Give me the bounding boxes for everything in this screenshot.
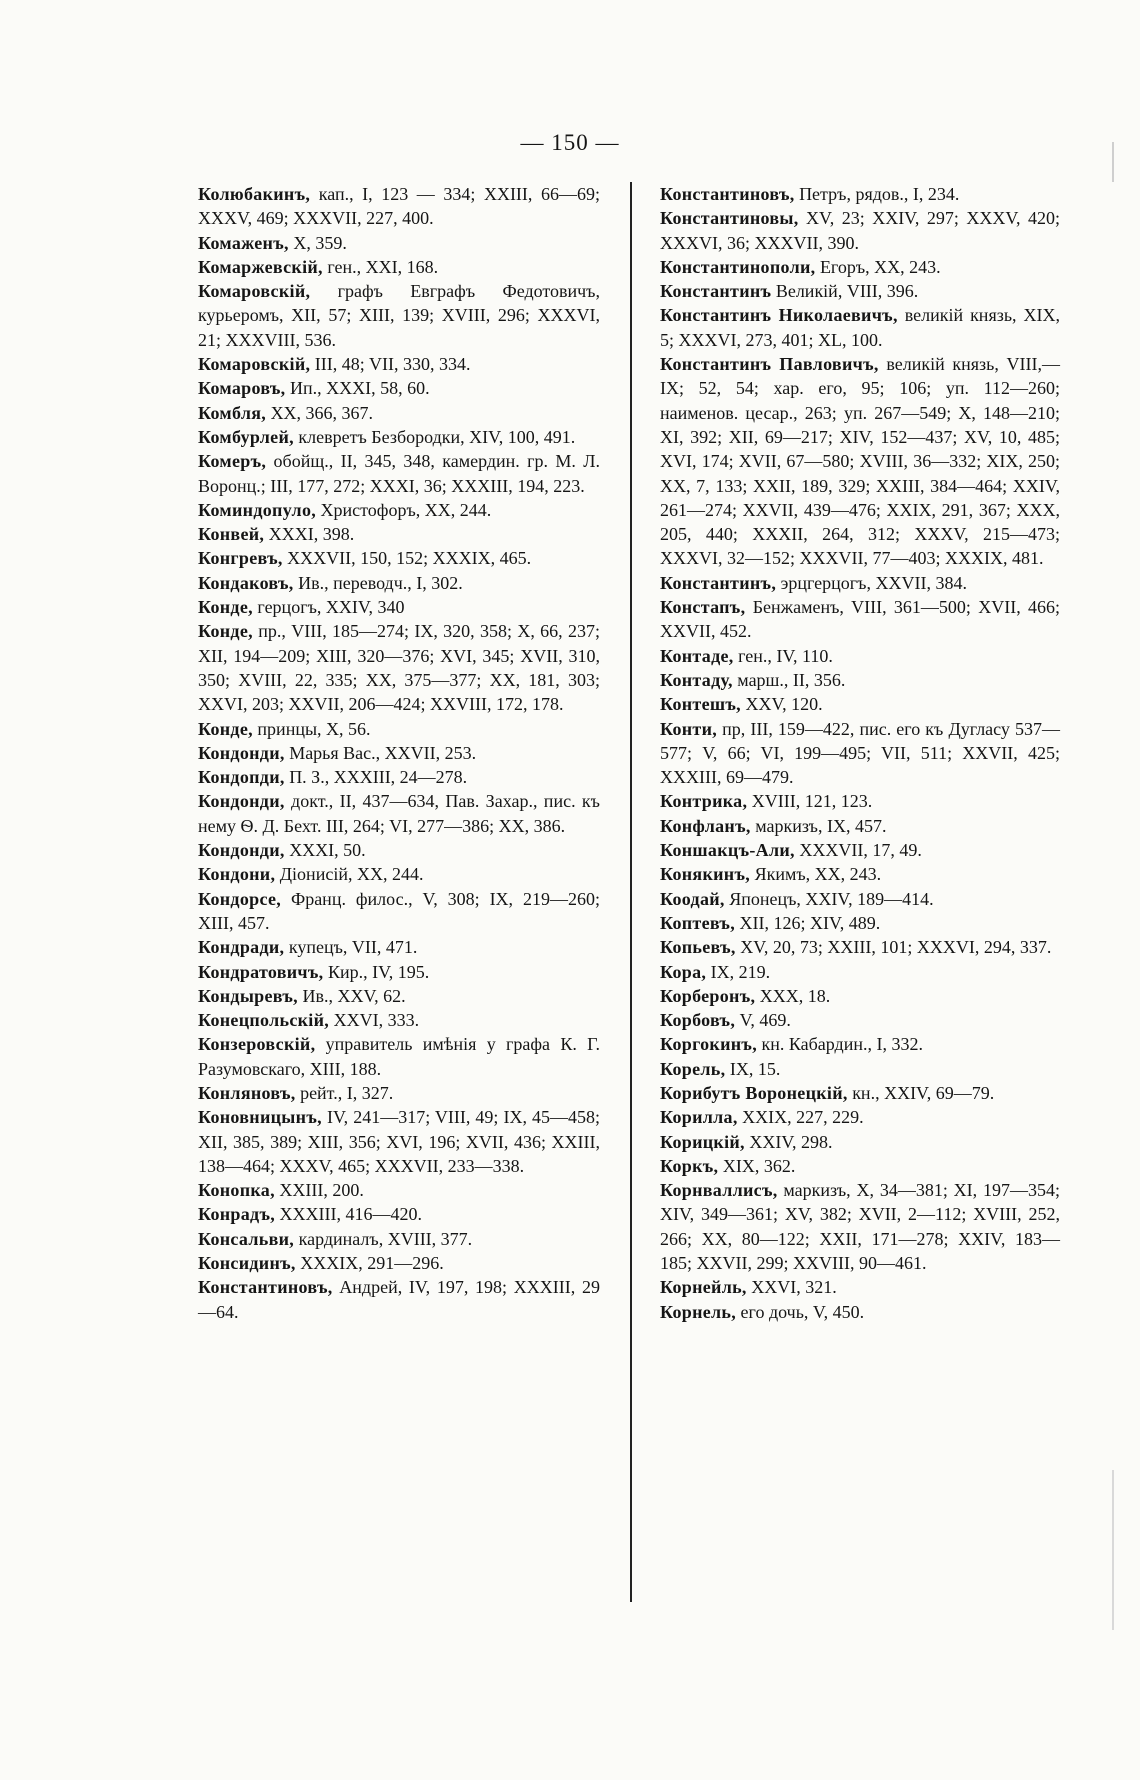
entry-headword: Константиновы, <box>660 208 799 229</box>
entry-references: пр, III, 159—422, пис. его къ Дугласу 537—577; V, 66; VI, 199—495; VII, 511; XXVII, 425; XXXIII, 69—479. <box>660 718 1060 788</box>
index-entry <box>660 862 1060 886</box>
index-entry <box>198 741 600 765</box>
entry-references: великій князь, XIX, 5; XXXVI, 273, 401; XL, 100. <box>660 305 1060 350</box>
entry-references: Великій, VIII, 396. <box>771 281 919 302</box>
entry-references: Ив., переводч., I, 302. <box>293 572 463 593</box>
index-entry <box>660 595 1060 644</box>
entry-headword: Кондратовичъ, <box>198 961 324 982</box>
entry-references: IV, 241—317; VIII, 49; IX, 45—458; XII, 385, 389; XIII, 356; XVI, 196; XVII, 436; XXIII, 138—464; XXXV, 465; XXXVII, 233—338. <box>198 1107 600 1176</box>
index-entry <box>660 1008 1060 1032</box>
index-entry <box>660 935 1060 959</box>
entry-references: XXXIX, 291—296. <box>295 1253 444 1274</box>
entry-headword: Конде, <box>198 718 253 739</box>
entry-headword: Корилла, <box>660 1107 738 1128</box>
entry-references: Андрей, IV, 197, 198; XXXIII, 29—64. <box>198 1277 600 1322</box>
entry-headword: Коодай, <box>660 888 725 909</box>
entry-references: III, 48; VII, 330, 334. <box>310 354 471 375</box>
entry-headword: Конде, <box>198 597 253 618</box>
entry-references: XXX, 18. <box>755 985 831 1006</box>
index-entry <box>660 887 1060 911</box>
entry-references: ген., XXI, 168. <box>322 256 439 277</box>
entry-headword: Конфланъ, <box>660 815 751 836</box>
entry-headword: Конзеровскій, <box>198 1034 316 1055</box>
index-entry <box>660 668 1060 692</box>
index-entry <box>660 279 1060 303</box>
entry-references: XII, 126; XIV, 489. <box>735 912 881 933</box>
index-entry <box>660 692 1060 716</box>
index-entry <box>660 911 1060 935</box>
entry-references: клевретъ Безбородки, XIV, 100, 491. <box>293 426 576 447</box>
entry-headword: Контаде, <box>660 645 734 666</box>
index-entry <box>660 717 1060 790</box>
entry-references: V, 469. <box>735 1010 791 1031</box>
entry-headword: Комаровскій, <box>198 354 311 375</box>
entry-references: Якимъ, XX, 243. <box>750 864 882 885</box>
entry-headword: Комаровскій, <box>198 281 311 302</box>
entry-references: Японецъ, XXIV, 189—414. <box>724 888 934 909</box>
index-entry <box>660 1178 1060 1275</box>
entry-references: XXXI, 398. <box>264 524 355 545</box>
entry-headword: Корнейль, <box>660 1277 747 1298</box>
entry-references: принцы, X, 56. <box>252 718 371 739</box>
entry-headword: Кондради, <box>198 937 285 958</box>
entry-headword: Контрика, <box>660 791 748 812</box>
entry-headword: Конопка, <box>198 1180 275 1201</box>
index-entry <box>198 595 600 619</box>
index-entry <box>198 401 600 425</box>
entry-references: X, 359. <box>288 232 347 253</box>
entry-references: XXV, 120. <box>740 694 823 715</box>
index-entry <box>198 1008 600 1032</box>
entry-headword: Комаровъ, <box>198 378 286 399</box>
index-entry <box>198 1251 600 1275</box>
entry-headword: Кондаковъ, <box>198 572 294 593</box>
entry-references: маркизъ, X, 34—381; XI, 197—354; XIV, 349—361; XV, 382; XVII, 2—112; XVIII, 252, 266; XX, 80—122; XXII, 171—278; XXIV, 183—185; XXVII, 299; XXVIII, 90—461. <box>660 1180 1060 1274</box>
entry-references: купецъ, VII, 471. <box>284 937 418 958</box>
page-number: — 150 — <box>520 130 620 155</box>
entry-references: пр., VIII, 185—274; IX, 320, 358; X, 66, 237; XII, 194—209; XIII, 320—376; XVI, 345; XVII, 310, 350; XVIII, 22, 335; XX, 375—377; XX, 181, 303; XXVI, 203; XXVII, 206—424; XXVIII, 172, 178. <box>198 621 600 715</box>
index-entry <box>660 1154 1060 1178</box>
entry-headword: Конрадъ, <box>198 1204 276 1225</box>
entry-references: XV, 20, 73; XXIII, 101; XXXVI, 294, 337. <box>735 937 1052 958</box>
index-entry <box>660 303 1060 352</box>
entry-headword: Константиновъ, <box>198 1277 333 1298</box>
entry-headword: Коптевъ, <box>660 912 736 933</box>
entry-headword: Корель, <box>660 1058 726 1079</box>
index-column-right <box>660 182 1060 1324</box>
entry-headword: Кора, <box>660 961 707 982</box>
entry-references: эрцгерцогъ, XXVII, 384. <box>776 572 967 593</box>
index-entry <box>660 1275 1060 1299</box>
index-entry <box>660 1057 1060 1081</box>
entry-references: XIX, 362. <box>718 1155 796 1176</box>
entry-headword: Константинъ <box>660 281 772 302</box>
index-entry <box>198 935 600 959</box>
index-entry <box>198 231 600 255</box>
entry-headword: Корбовъ, <box>660 1010 736 1031</box>
entry-headword: Корибутъ Воронецкій, <box>660 1082 848 1103</box>
entry-references: рейт., I, 327. <box>295 1082 394 1103</box>
index-entry <box>660 1105 1060 1129</box>
index-entry <box>198 255 600 279</box>
entry-headword: Консидинъ, <box>198 1253 296 1274</box>
entry-references: XXIX, 227, 229. <box>737 1107 864 1128</box>
entry-headword: Константинъ Николаевичъ, <box>660 305 898 326</box>
entry-headword: Конти, <box>660 718 718 739</box>
entry-references: Ип., XXXI, 58, 60. <box>285 378 430 399</box>
index-entry <box>198 1227 600 1251</box>
entry-references: XVIII, 121, 123. <box>747 791 873 812</box>
entry-references: Діонисій, XX, 244. <box>275 864 424 885</box>
index-entry <box>198 619 600 716</box>
entry-headword: Корнель, <box>660 1301 737 1322</box>
entry-references: XXVI, 333. <box>329 1010 420 1031</box>
index-entry <box>198 1275 600 1324</box>
entry-headword: Комбурлей, <box>198 426 294 447</box>
entry-references: маркизъ, IX, 457. <box>750 815 887 836</box>
entry-headword: Константинъ, <box>660 572 777 593</box>
entry-references: XXXI, 50. <box>284 840 366 861</box>
entry-references: XXVI, 321. <box>746 1277 837 1298</box>
entry-headword: Константинъ Павловичъ, <box>660 354 879 375</box>
column-divider <box>630 182 632 1602</box>
entry-references: герцогъ, XXIV, 340 <box>252 597 405 618</box>
entry-headword: Коновницынъ, <box>198 1107 322 1128</box>
index-entry <box>198 279 600 352</box>
entry-references: Петръ, рядов., I, 234. <box>794 184 960 204</box>
index-entry <box>660 206 1060 255</box>
index-entry <box>198 765 600 789</box>
index-entry <box>198 887 600 936</box>
index-entry <box>198 984 600 1008</box>
entry-headword: Кондыревъ, <box>198 985 298 1006</box>
index-entry <box>198 546 600 570</box>
index-entry <box>660 984 1060 1008</box>
entry-references: Егоръ, XX, 243. <box>815 256 941 277</box>
index-entry <box>660 1300 1060 1324</box>
entry-references: Кир., IV, 195. <box>323 961 430 982</box>
entry-references: П. З., XXXIII, 24—278. <box>284 767 468 788</box>
entry-headword: Контешъ, <box>660 694 741 715</box>
entry-headword: Корицкій, <box>660 1131 745 1152</box>
entry-references: XV, 23; XXIV, 297; XXXV, 420; XXXVI, 36; XXXVII, 390. <box>660 208 1060 253</box>
index-entry <box>198 182 600 231</box>
index-entry <box>198 862 600 886</box>
entry-headword: Констапъ, <box>660 597 746 618</box>
entry-headword: Кондопди, <box>198 767 285 788</box>
entry-headword: Конде, <box>198 621 253 642</box>
entry-headword: Кондонди, <box>198 791 285 812</box>
entry-references: XX, 366, 367. <box>266 402 374 423</box>
index-entry <box>660 571 1060 595</box>
entry-references: докт., II, 437—634, Пав. Захар., пис. къ нему Ѳ. Д. Бехт. III, 264; VI, 277—386; XX, 386. <box>198 791 600 836</box>
index-entry <box>660 1081 1060 1105</box>
entry-headword: Конвей, <box>198 524 265 545</box>
index-entry <box>198 717 600 741</box>
entry-references: ген., IV, 110. <box>733 645 833 666</box>
index-entry <box>660 352 1060 571</box>
index-entry <box>198 838 600 862</box>
entry-references: кардиналъ, XVIII, 377. <box>294 1228 473 1249</box>
entry-headword: Кондорсе, <box>198 888 282 909</box>
entry-headword: Контаду, <box>660 669 733 690</box>
index-entry <box>198 1105 600 1178</box>
entry-references: IX, 15. <box>725 1058 781 1079</box>
entry-references: XXIII, 200. <box>274 1180 364 1201</box>
index-entry <box>660 814 1060 838</box>
entry-headword: Комаженъ, <box>198 232 289 253</box>
entry-references: XXIV, 298. <box>744 1131 833 1152</box>
entry-headword: Конякинъ, <box>660 864 751 885</box>
entry-references: марш., II, 356. <box>732 669 846 690</box>
entry-headword: Константиновъ, <box>660 184 795 204</box>
entry-headword: Консальви, <box>198 1228 295 1249</box>
entry-headword: Колюбакинъ, <box>198 184 311 204</box>
entry-headword: Корнваллисъ, <box>660 1180 778 1201</box>
entry-references: великій князь, VIII,—IX; 52, 54; хар. его, 95; 106; уп. 112—260; наименов. цесар., 263; уп. 267—549; X, 148—210; XI, 392; XII, 69—217; XIV, 152—437; XV, 10, 485; XVI, 174; XVII, 67—580; XVIII, 36—332; XIX, 250; XX, 7, 133; XXII, 189, 329; XXIII, 384—464; XXIV, 261—274; XXVII, 439—476; XXIX, 291, 367; XXX, 205, 440; XXXII, 264, 312; XXXV, 215—473; XXXVI, 32—152; XXXVII, 77—403; XXXIX, 481. <box>660 354 1060 569</box>
index-column-left <box>198 182 600 1324</box>
entry-references: обойщ., II, 345, 348, камердин. гр. М. Л. Воронц.; III, 177, 272; XXXI, 36; XXXIII, 194, 223. <box>198 451 600 496</box>
scan-margin-mark <box>1112 1470 1114 1630</box>
entry-references: XXXIII, 416—420. <box>275 1204 423 1225</box>
entry-references: IX, 219. <box>706 961 771 982</box>
entry-references: XXXVII, 17, 49. <box>794 840 922 861</box>
index-entry <box>660 960 1060 984</box>
entry-references: графъ Евграфъ Федотовичъ, курьеромъ, XII, 57; XIII, 139; XVIII, 296; XXXVI, 21; XXXVIII, 536. <box>198 281 600 350</box>
index-entry <box>660 644 1060 668</box>
entry-references: кн., XXIV, 69—79. <box>847 1082 995 1103</box>
index-entry <box>198 1032 600 1081</box>
entry-headword: Комбля, <box>198 402 267 423</box>
entry-headword: Кондони, <box>198 864 276 885</box>
entry-headword: Комеръ, <box>198 451 267 472</box>
entry-headword: Копьевъ, <box>660 937 736 958</box>
index-entry <box>198 789 600 838</box>
index-entry <box>660 182 1060 206</box>
entry-references: кн. Кабардин., I, 332. <box>757 1034 923 1055</box>
entry-headword: Коргокинъ, <box>660 1034 757 1055</box>
index-entry <box>198 1202 600 1226</box>
index-entry <box>660 838 1060 862</box>
entry-references: Христофоръ, XX, 244. <box>316 499 492 520</box>
entry-references: Ив., XXV, 62. <box>297 985 406 1006</box>
entry-headword: Кондонди, <box>198 742 285 763</box>
entry-headword: Константинополи, <box>660 256 816 277</box>
index-entry <box>198 571 600 595</box>
entry-headword: Конляновъ, <box>198 1082 296 1103</box>
index-entry <box>198 1081 600 1105</box>
entry-references: его дочь, V, 450. <box>736 1301 865 1322</box>
entry-references: кап., I, 123 — 334; XXIII, 66—69; XXXV, 469; XXXVII, 227, 400. <box>198 184 600 229</box>
index-entry <box>198 960 600 984</box>
index-entry <box>660 255 1060 279</box>
index-entry <box>198 498 600 522</box>
index-entry <box>198 449 600 498</box>
index-entry <box>198 352 600 376</box>
index-entry <box>660 1032 1060 1056</box>
entry-references: Марья Вас., XXVII, 253. <box>284 742 477 763</box>
entry-headword: Конгревъ, <box>198 548 283 569</box>
index-entry <box>198 522 600 546</box>
index-entry <box>660 789 1060 813</box>
entry-headword: Коркъ, <box>660 1155 719 1176</box>
entry-headword: Коминдопуло, <box>198 499 317 520</box>
entry-headword: Комаржевскій, <box>198 256 323 277</box>
entry-headword: Корберонъ, <box>660 985 756 1006</box>
entry-headword: Конецпольскій, <box>198 1010 330 1031</box>
entry-references: Франц. филос., V, 308; IX, 219—260; XIII, 457. <box>198 888 600 933</box>
entry-headword: Кондонди, <box>198 840 285 861</box>
index-entry <box>660 1130 1060 1154</box>
index-entry <box>198 1178 600 1202</box>
entry-references: Бенжаменъ, VIII, 361—500; XVII, 466; XXVII, 452. <box>660 597 1060 642</box>
entry-references: XXXVII, 150, 152; XXXIX, 465. <box>282 548 532 569</box>
entry-headword: Коншакцъ-Али, <box>660 840 795 861</box>
index-entry <box>198 376 600 400</box>
index-entry <box>198 425 600 449</box>
entry-references: управитель имѣнія у графа К. Г. Разумовскаго, XIII, 188. <box>198 1034 600 1079</box>
